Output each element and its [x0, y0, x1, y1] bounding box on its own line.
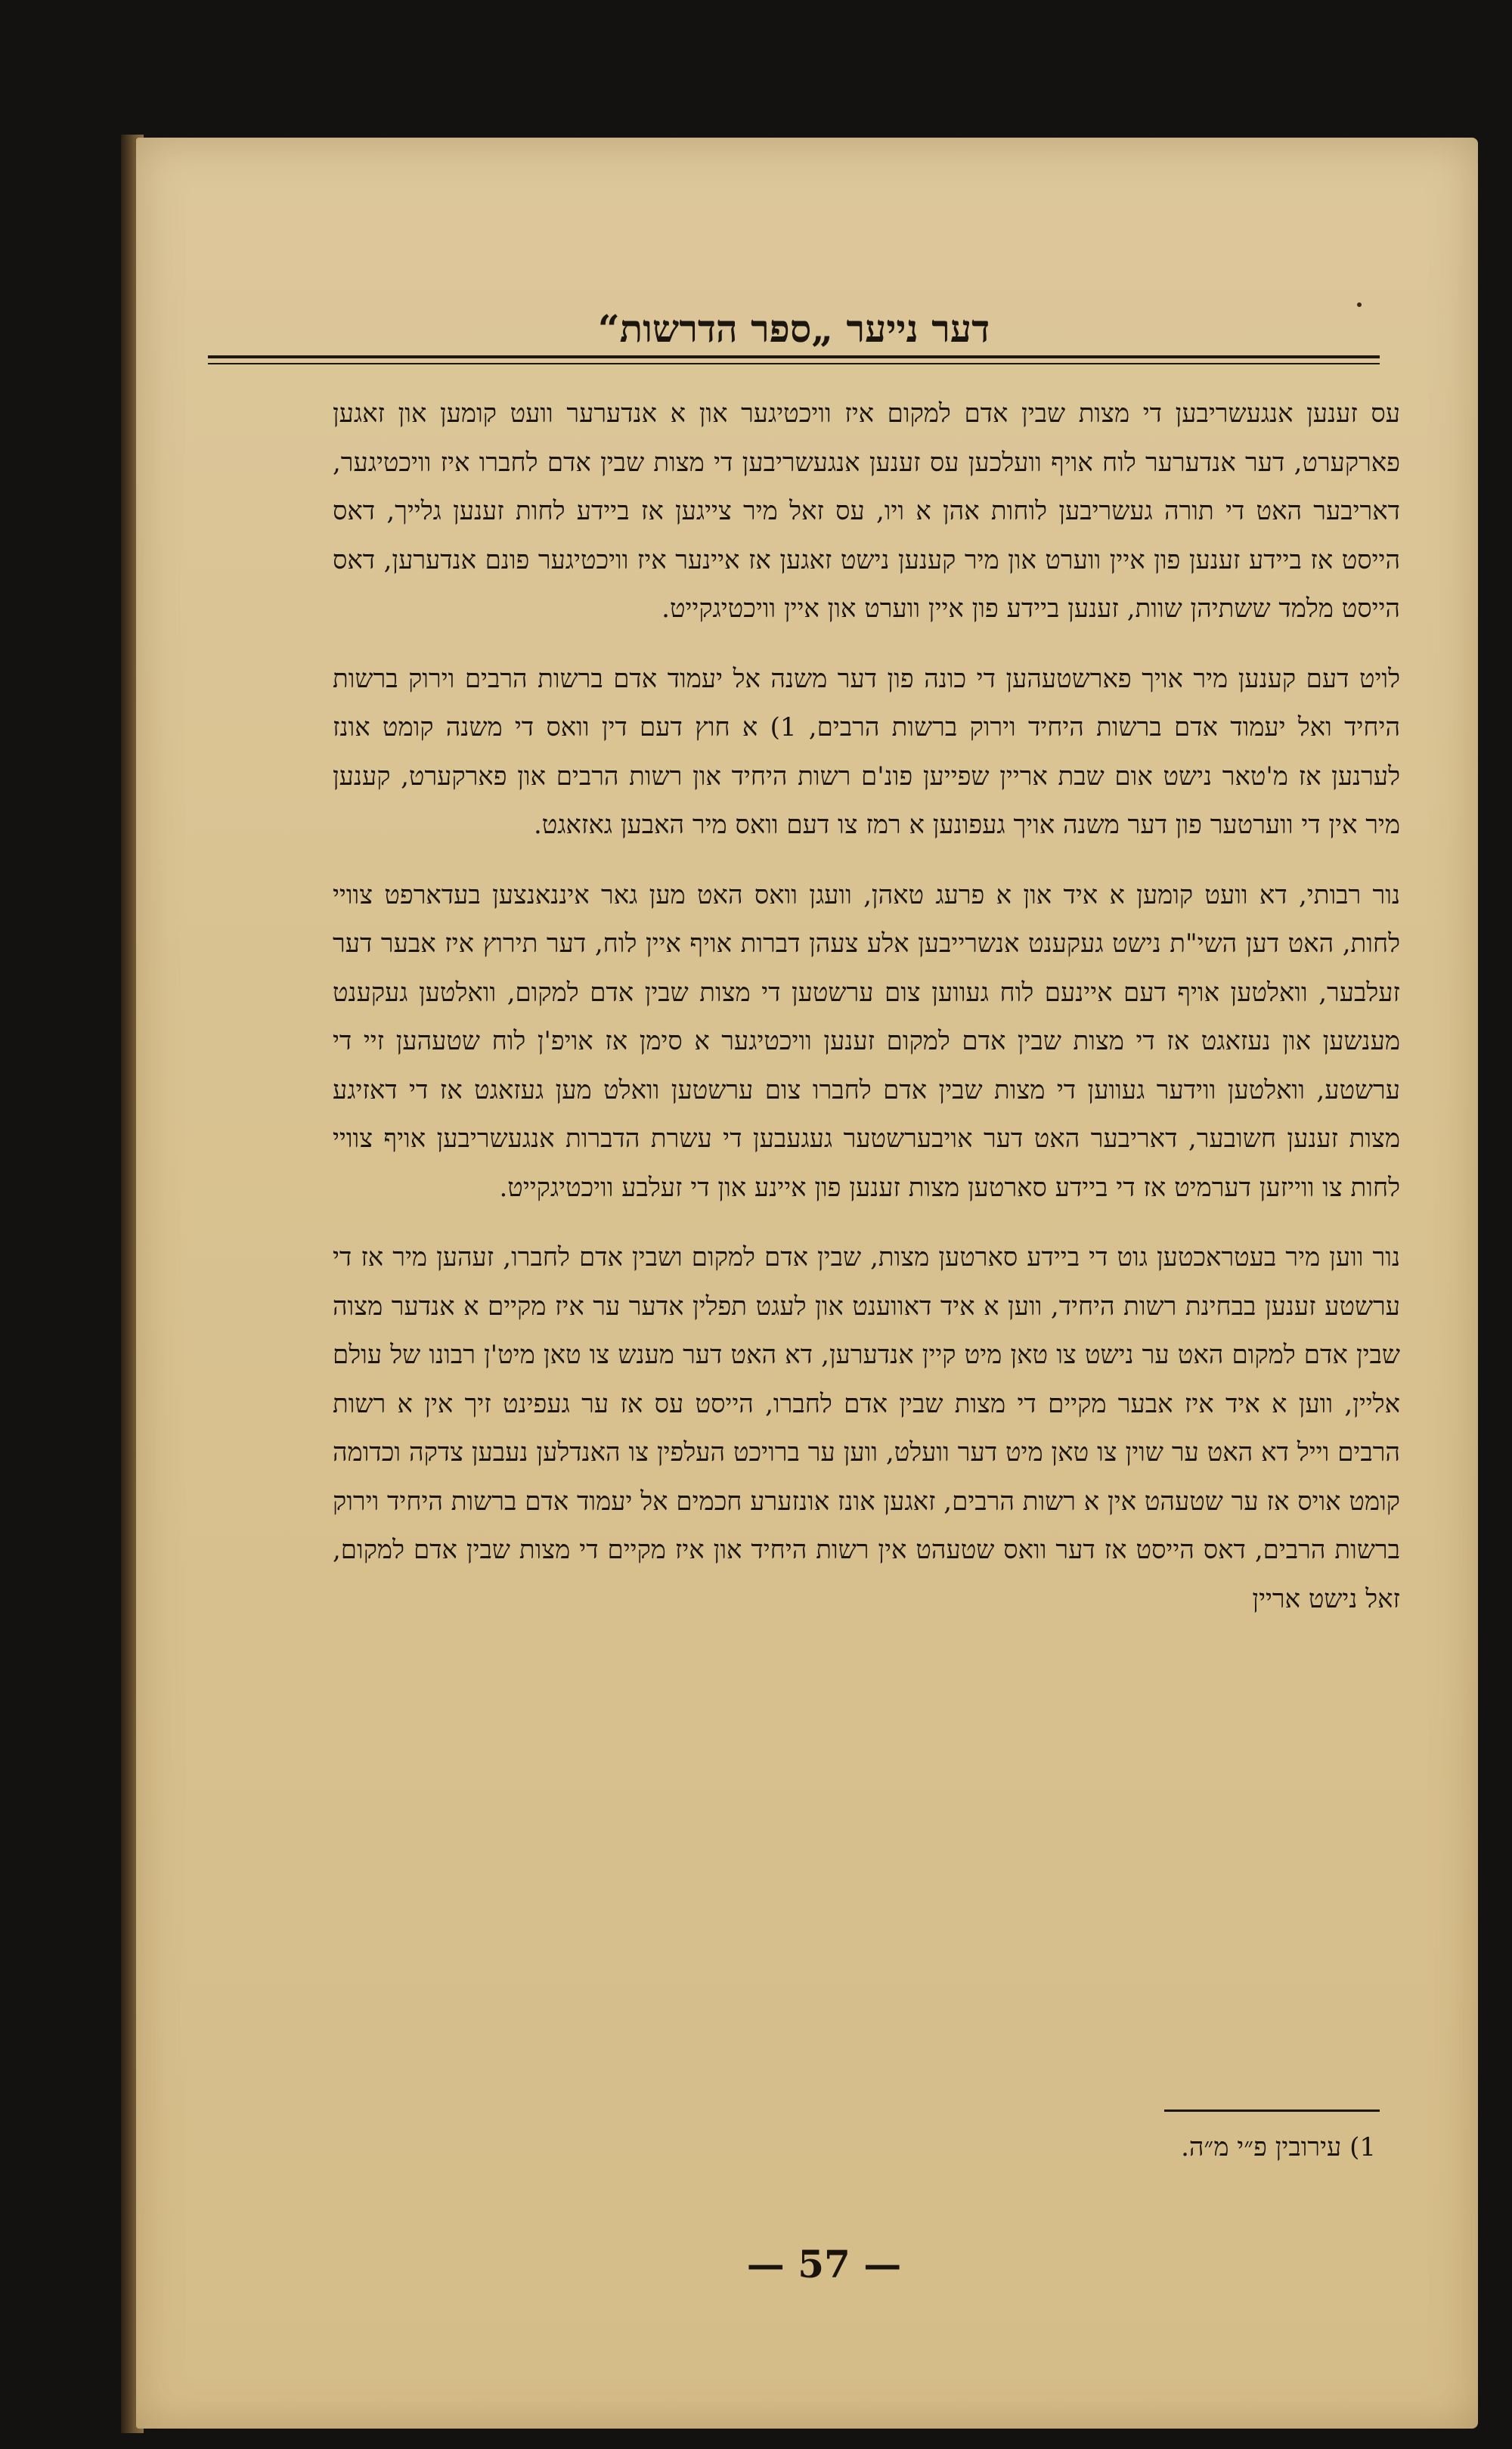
header-rule-thick: [208, 355, 1380, 358]
paragraph: נור רבותי, דא וועט קומען א איד און א פרעג טאהן, וועגן וואס האט מען גאר איננאנצען בעדארפט צוויי לחות, האט דען השי"ת נישט געקענט אנשרייבען אלע צעהן דברות אויף איין לוח, דער תירוץ איז אבער דער זעלבער, וואלטען אויף דעם איינעם לוח געווען צום ערשטען די מצות שבין אדם למקום, וואלטען געקענט מענשען און נעזאגט אז די מצות שבין אדם למקום זענען וויכטיגער א סימן אז אויפ'ן לוח שטעהען זיי די ערשטע, וואלטען ווידער געווען די מצות שבין אדם לחברו צום ערשטען וואלט מען געזאגט אז די דאזיגע מצות זענען חשובער, דאריבער האט דער אויבערשטער געגעבען די עשרת הדברות אנגעשריבען אויף צוויי לחות צו ווייזען דערמיט אז די ביידע סארטען מצות זענען פון איינע און די זעלבע וויכטיגקייט.: [333, 879, 1401, 1203]
header-rule-thin: [208, 363, 1380, 364]
paragraph: לויט דעם קענען מיר אויך פארשטעהען די כונה פון דער משנה אל יעמוד אדם ברשות הרבים וירוק ברשות היחיד ואל יעמוד אדם ברשות היחיד וירוק ברשות הרבים, 1) א חוץ דעם דין וואס די משנה קומט אונז לערנען אז מ'טאר נישט אום שבת אריין שפייען פונ'ם רשות היחיד און רשות הרבים און פארקערט, קענען מיר אין די ווערטער פון דער משנה אויך געפונען א רמז צו דעם וואס מיר האבען גאזאגט.: [333, 663, 1400, 840]
footnote: 1) עירובין פ״י מ״ה.: [1181, 2132, 1376, 2162]
body-text: [333, 389, 1400, 1623]
running-title: דער נייער „ספר הדרשות“: [597, 306, 990, 351]
page-number: — 57 —: [746, 2242, 902, 2286]
footnote-rule: [1164, 2110, 1380, 2112]
paragraph: נור ווען מיר בעטראכטען גוט די ביידע סארטען מצות, שבין אדם למקום ושבין אדם לחברו, זעהען מיר אז די ערשטע זענען בבחינת רשות היחיד, ווען א איד דאווענט און לעגט תפלין אדער ער איז מקיים א אנדער מצוה שבין אדם למקום האט ער נישט צו טאן מיט קיין אנדערען, דא האט דער מענש צו טאן מיט'ן רבונו של עולם אליין, ווען א איד איז אבער מקיים די מצות שבין אדם לחברו, הייסט עס אז ער געפינט זיך אין א רשות הרבים וייל דא האט ער שוין צו טאן מיט דער וועלט, ווען ער ברויכט העלפין צו האנדלען נעבען צדקה וכדומה קומט אויס אז ער שטעהט אין א רשות הרבים, זאגען אונז אונזערע חכמים אל יעמוד אדם ברשות היחיד וירוק ברשות הרבים, דאס הייסט אז דער וואס שטעהט אין רשות היחיד און איז מקיים די מצות שבין אדם למקום, זאל נישט אריין: [333, 1242, 1401, 1614]
paragraph: עס זענען אנגעשריבען די מצות שבין אדם למקום איז וויכטיגער און א אנדערער וועט קומען און זאגען פארקערט, דער אנדערער לוח אויף וועלכען עס זענען אנגעשריבען די מצות שבין אדם לחברו איז וויכטיגער, דאריבער האט די תורה געשריבען לוחות אהן א ויו, עס זאל מיר צייגען אז ביידע לחות זענען גלייך, דאס הייסט אז ביידע זענען פון איין ווערט און מיר קענען נישט זאגען אז איינער איז וויכטיגער פונם אנדערען, דאס הייסט מלמד ששתיהן שוות, זענען ביידע פון איין ווערט און איין וויכטיגקייט.: [333, 398, 1401, 624]
